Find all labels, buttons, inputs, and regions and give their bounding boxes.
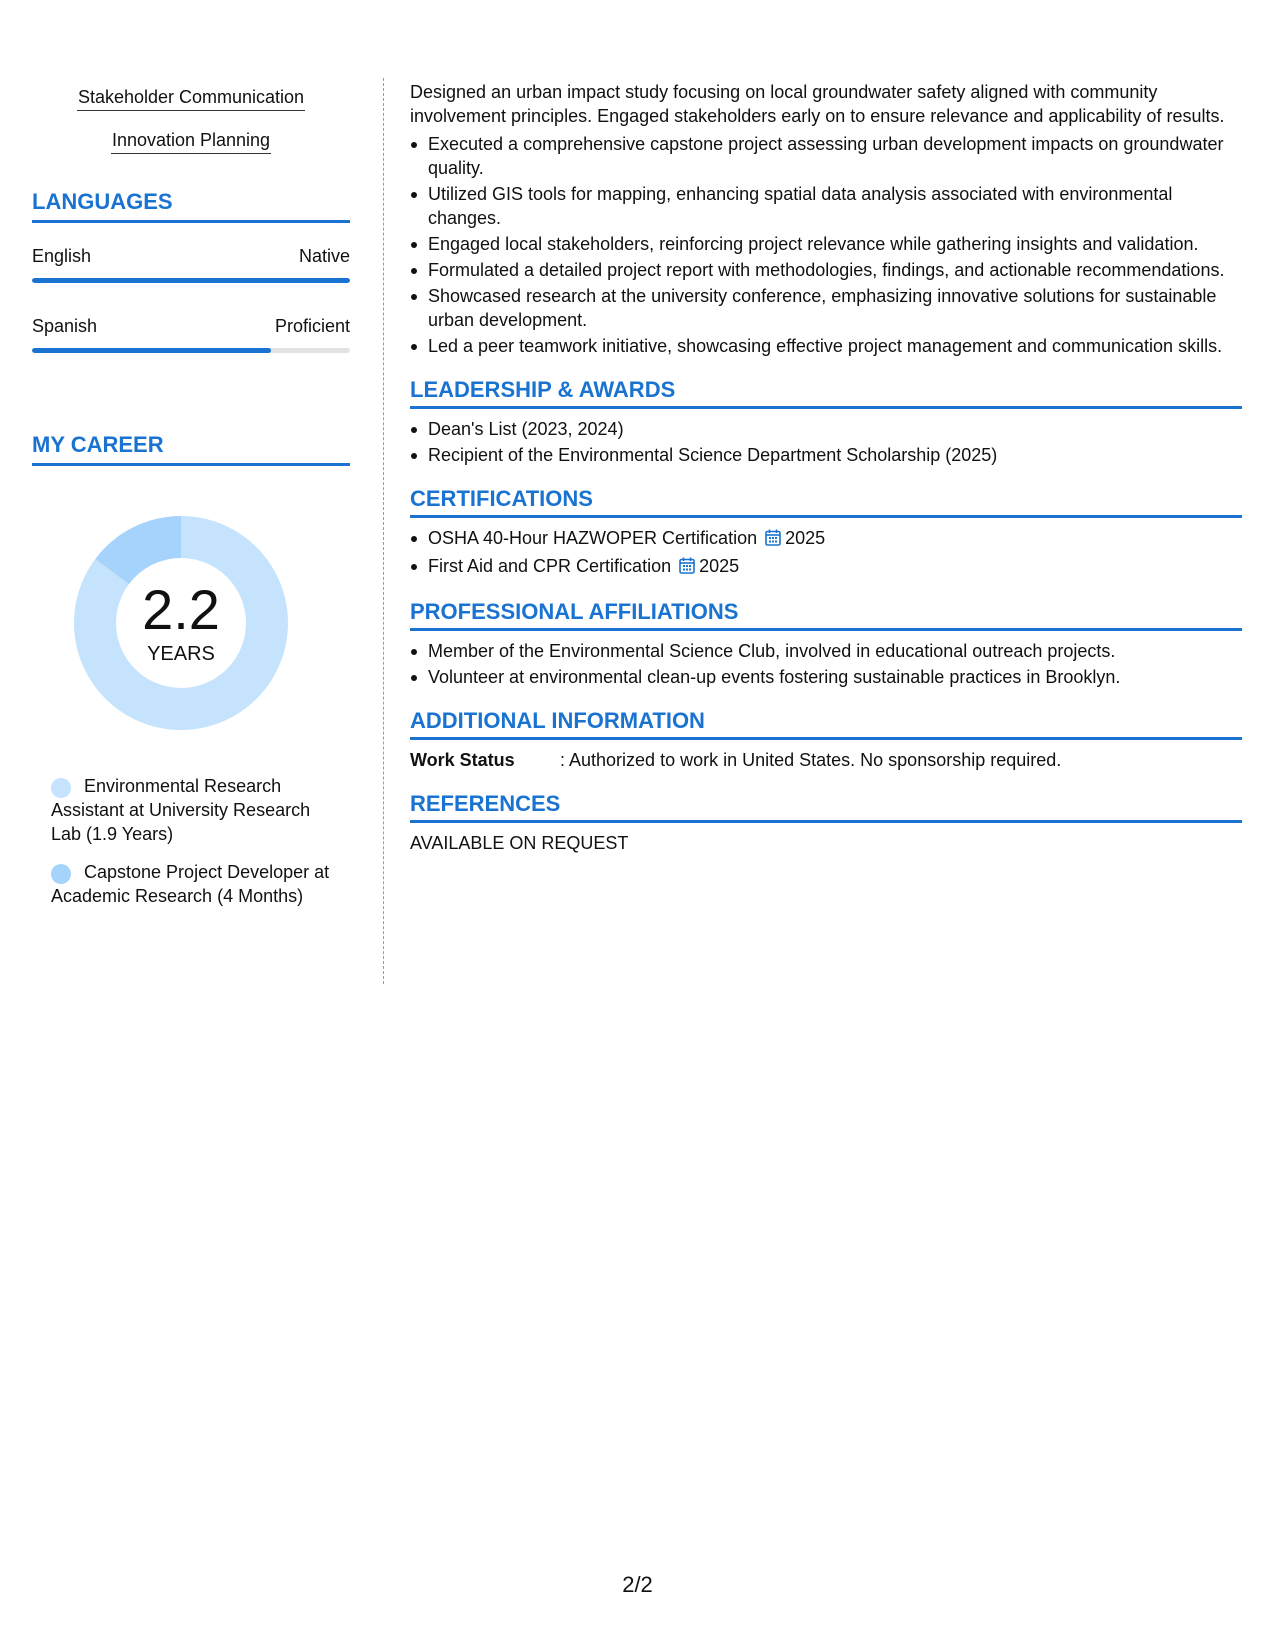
experience-bullets xyxy=(410,132,1242,358)
references-text: AVAILABLE ON REQUEST xyxy=(410,833,629,853)
language-spanish xyxy=(32,315,350,353)
list-item: Executed a comprehensive capstone project assessing urban development impacts on groundwater quality. xyxy=(428,132,1242,180)
additional-info-heading: ADDITIONAL INFORMATION xyxy=(410,707,1242,740)
career-heading: MY CAREER xyxy=(32,431,350,466)
language-bar xyxy=(32,348,350,353)
work-status-label: Work Status xyxy=(410,750,515,770)
certification-name: OSHA 40-Hour HAZWOPER Certification xyxy=(428,528,758,548)
skill-tags xyxy=(32,84,350,170)
legend-dot xyxy=(51,864,71,884)
legend-dot xyxy=(51,778,71,798)
list-item xyxy=(428,526,1242,552)
list-item: Engaged local stakeholders, reinforcing project relevance while gathering insights and validation. xyxy=(428,232,1242,256)
right-column xyxy=(410,80,1242,855)
affiliations-heading: PROFESSIONAL AFFILIATIONS xyxy=(410,598,1242,631)
skill-tag: Stakeholder Communication xyxy=(77,84,305,111)
list-item: Led a peer teamwork initiative, showcasing effective project management and communication skills. xyxy=(428,334,1242,358)
career-legend-item xyxy=(51,860,331,908)
references-heading: REFERENCES xyxy=(410,790,1242,823)
language-english xyxy=(32,245,350,283)
certifications-heading: CERTIFICATIONS xyxy=(410,485,1242,518)
language-level: Proficient xyxy=(274,316,350,336)
list-item xyxy=(428,554,1242,580)
certification-year: 2025 xyxy=(785,528,826,548)
language-bar-fill xyxy=(32,348,271,353)
list-item: Member of the Environmental Science Club, involved in educational outreach projects. xyxy=(428,639,1242,663)
work-status-row xyxy=(410,748,1242,772)
career-label: Environmental Research Assistant at University Research Lab (1.9 Years) xyxy=(51,776,311,844)
list-item: Volunteer at environmental clean-up events fostering sustainable practices in Brooklyn. xyxy=(428,665,1242,689)
work-status-value: : Authorized to work in United States. No sponsorship required. xyxy=(560,750,1062,770)
certification-year: 2025 xyxy=(699,556,740,576)
awards-list xyxy=(410,417,1242,467)
career-label: Capstone Project Developer at Academic Research (4 Months) xyxy=(51,862,330,906)
page-number: 2/2 xyxy=(622,1572,653,1597)
list-item: Utilized GIS tools for mapping, enhancing spatial data analysis associated with environmental changes. xyxy=(428,182,1242,230)
certification-name: First Aid and CPR Certification xyxy=(428,556,672,576)
affiliations-list xyxy=(410,639,1242,689)
calendar-icon xyxy=(679,556,695,580)
list-item: Recipient of the Environmental Science Department Scholarship (2025) xyxy=(428,443,1242,467)
certifications-list xyxy=(410,526,1242,580)
list-item: Dean's List (2023, 2024) xyxy=(428,417,1242,441)
language-bar-fill xyxy=(32,278,350,283)
language-bar xyxy=(32,278,350,283)
career-unit: YEARS xyxy=(147,643,215,665)
language-name: English xyxy=(32,246,92,266)
column-divider xyxy=(383,78,384,984)
career-legend-item xyxy=(51,774,331,846)
list-item: Showcased research at the university conference, emphasizing innovative solutions for sustainable urban development. xyxy=(428,284,1242,332)
languages-heading: LANGUAGES xyxy=(32,188,350,223)
career-total: 2.2 xyxy=(142,578,220,641)
language-name: Spanish xyxy=(32,316,98,336)
awards-heading: LEADERSHIP & AWARDS xyxy=(410,376,1242,409)
calendar-icon xyxy=(765,528,781,552)
list-item: Formulated a detailed project report with methodologies, findings, and actionable recommendations. xyxy=(428,258,1242,282)
career-donut-chart xyxy=(66,508,296,738)
language-level: Native xyxy=(298,246,350,266)
experience-intro: Designed an urban impact study focusing on local groundwater safety aligned with community involvement principles. Engaged stakeholders early on to ensure relevance and applicability of results. xyxy=(410,82,1225,126)
left-column xyxy=(32,84,350,922)
career-legend xyxy=(51,774,331,908)
skill-tag: Innovation Planning xyxy=(111,127,271,154)
